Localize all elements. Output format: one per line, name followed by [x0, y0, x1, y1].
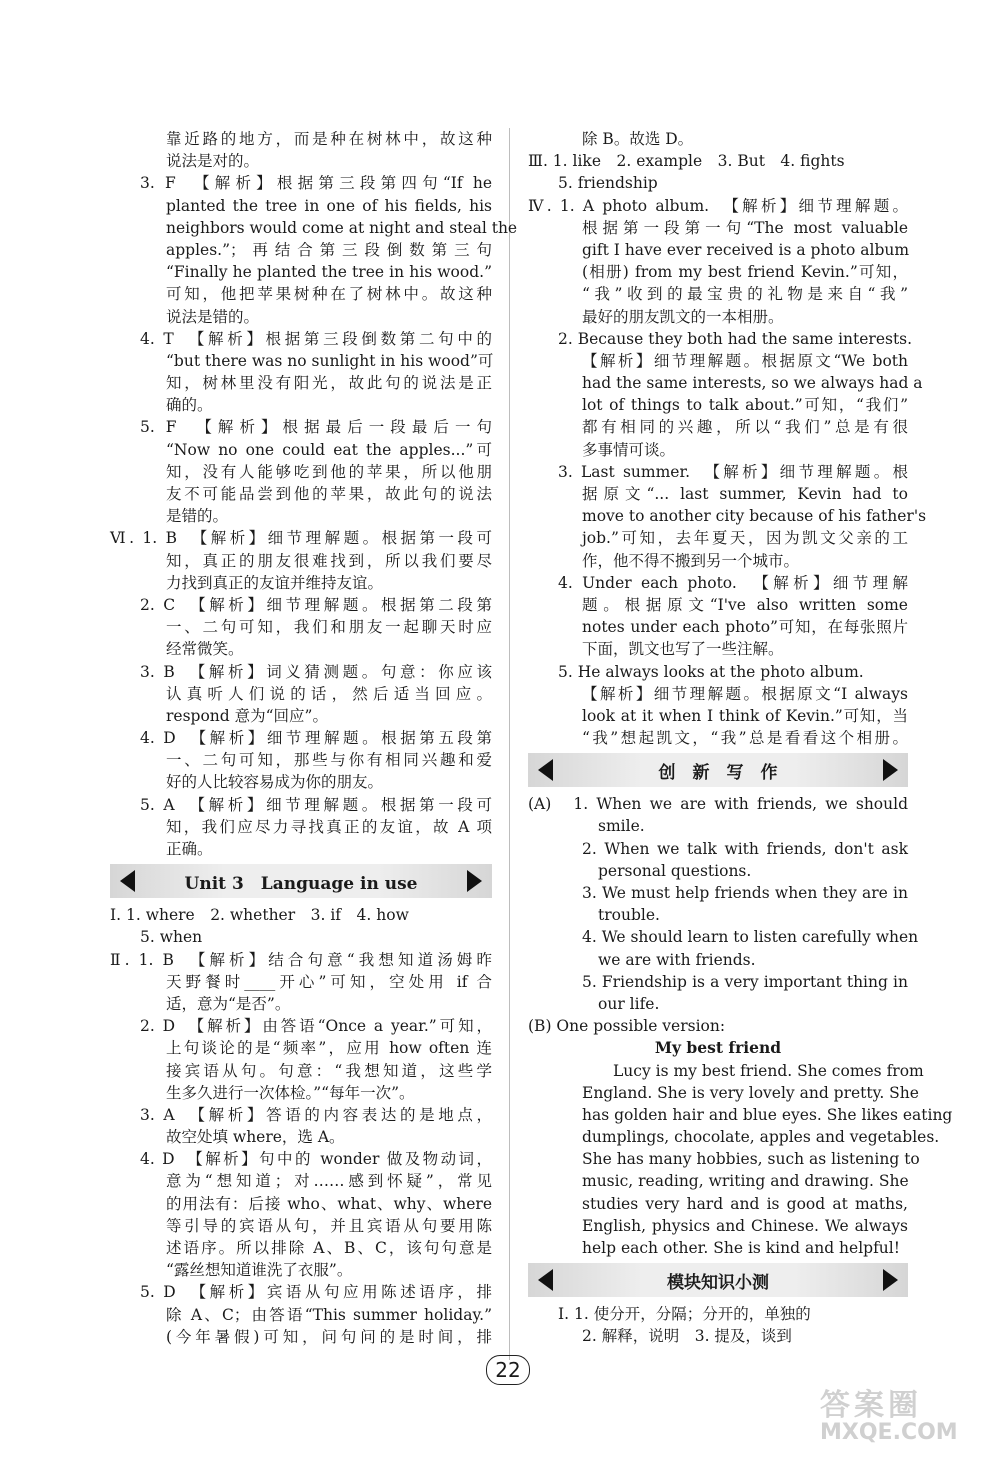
- text-line: we are with friends.: [598, 950, 756, 969]
- text-line: 2. 解释，说明 3. 提及，谈到: [582, 1327, 792, 1346]
- text-line: 5. He always looks at the photo album.: [558, 662, 864, 681]
- text-line: trouble.: [598, 906, 660, 925]
- text-line: 是错的。: [166, 507, 229, 526]
- right-column: [528, 128, 953, 1348]
- text-line: 故空处填 where，选 A。: [166, 1128, 345, 1147]
- section-banner-writing: [528, 753, 908, 787]
- right-arrow-icon: [467, 870, 482, 892]
- text-line: 4. D 【解析】句中的 wonder 做及物动词，: [140, 1150, 492, 1169]
- text-line: neighbors would come at night and steal the: [166, 218, 518, 237]
- text-line: 5. A 【解析】细节理解题。根据第一段可: [140, 795, 492, 814]
- text-line: 【解析】细节理解题。根据原文“We both: [582, 351, 908, 370]
- text-line: 根据第一段第一句“The most valuable: [582, 218, 908, 237]
- text-line: Ⅳ. 1. A photo album. 【解析】细节理解题。: [528, 196, 908, 215]
- text-line: 2. D 【解析】由答语“Once a year.”可知，: [140, 1017, 492, 1036]
- text-line: 都有相同的兴趣，所以“我们”总是有很: [582, 418, 908, 437]
- banner-title: Unit 3 Language in use: [184, 873, 418, 894]
- text-line: 题。根据原文“I've also written some: [582, 595, 908, 614]
- text-line: look at it when I think of Kevin.”可知，当: [582, 706, 908, 725]
- text-line: 确的。: [166, 396, 213, 415]
- text-line: notes under each photo”可知，在每张照片: [582, 618, 908, 637]
- text-line: Lucy is my best friend. She comes from: [582, 1061, 924, 1080]
- text-line: 接宾语从句。句意：“我想知道，这些学: [166, 1061, 492, 1080]
- text-line: 天野餐时____开心”可知，空处用 if 合: [166, 972, 492, 991]
- text-line: 靠近路的地方，而是种在树林中，故这种: [166, 130, 492, 148]
- text-line: gift I have ever received is a photo album: [582, 240, 910, 259]
- text-line: 2. Because they both had the same interests.: [558, 329, 913, 348]
- text-line: 5. D 【解析】宾语从句应用陈述语序，排: [140, 1283, 492, 1302]
- column-divider: [509, 128, 510, 1360]
- text-line: personal questions.: [598, 861, 752, 880]
- essay-body: [528, 1060, 953, 1260]
- text-line: (B) One possible version:: [528, 1017, 726, 1036]
- text-line: 4. D 【解析】细节理解题。根据第五段第: [140, 729, 492, 748]
- text-line: 据原文“... last summer, Kevin had to: [582, 485, 908, 503]
- text-line: lot of things to talk about.”可知，“我们”: [582, 396, 908, 415]
- text-line: apples.”；再结合第三段倒数第三句: [166, 240, 492, 259]
- text-line: 最好的朋友凯文的一本相册。: [582, 307, 784, 326]
- text-line: (今年暑假)可知，问句问的是时间，排: [166, 1327, 492, 1346]
- text-line: 3. A 【解析】答语的内容表达的是地点，: [140, 1105, 492, 1124]
- text-line: had the same interests, so we always had a: [582, 374, 923, 393]
- left-answers-part-1: [110, 128, 518, 860]
- watermark-url: MXQE.COM: [820, 1420, 958, 1445]
- text-line: job.”可知，去年夏天，因为凯文父亲的工: [582, 529, 908, 548]
- text-line: Ⅰ. 1. 使分开，分隔；分开的，单独的: [558, 1305, 811, 1324]
- text-line: (相册) from my best friend Kevin.”可知，: [582, 263, 908, 282]
- text-line: respond 意为“回应”。: [166, 706, 328, 725]
- text-line: 5. F 【解析】根据最后一段最后一句: [140, 418, 492, 437]
- text-line: England. She is very lovely and pretty. She: [582, 1083, 919, 1102]
- text-line: Ⅲ. 1. like 2. example 3. But 4. fights: [528, 152, 845, 171]
- text-line: 的用法有：后接 who、what、why、where: [166, 1194, 492, 1213]
- text-line: “露丝想知道谁洗了衣服”。: [166, 1261, 353, 1280]
- text-line: 3. F 【解析】根据第三段第四句“If he: [140, 174, 492, 193]
- text-line: 5. friendship: [558, 174, 658, 193]
- text-line: 适，意为“是否”。: [166, 994, 291, 1013]
- text-line: 经常微笑。: [166, 640, 244, 659]
- text-line: 除 A、C；由答语“This summer holiday.”: [166, 1305, 492, 1324]
- text-line: 正确。: [166, 840, 213, 858]
- text-line: 3. We must help friends when they are in: [582, 884, 908, 902]
- text-line: our life.: [598, 994, 660, 1013]
- banner-title: 创 新 写 作: [658, 762, 778, 783]
- text-line: help each other. She is kind and helpful!: [582, 1239, 900, 1257]
- text-line: has golden hair and blue eyes. She likes eating: [582, 1105, 953, 1124]
- text-line: 2. C 【解析】细节理解题。根据第二段第: [140, 595, 492, 614]
- right-arrow-icon: [883, 759, 898, 781]
- text-line: 作，他不得不搬到另一个城市。: [582, 551, 800, 570]
- text-line: 知，真正的朋友很难找到，所以我们要尽: [166, 551, 492, 570]
- left-arrow-icon: [538, 759, 553, 781]
- text-line: 多事情可谈。: [582, 440, 676, 459]
- text-line: 除 B。故选 D。: [582, 130, 694, 148]
- left-column: [110, 128, 518, 1348]
- text-line: “我”收到的最宝贵的礼物是来自“我”: [582, 285, 908, 304]
- right-arrow-icon: [883, 1269, 898, 1291]
- text-line: 力找到真正的友谊并维持友谊。: [166, 573, 384, 592]
- text-line: 4. We should learn to listen carefully when: [582, 928, 919, 947]
- text-line: (A) 1. When we are with friends, we should: [528, 795, 908, 814]
- text-line: “Finally he planted the tree in his wood.”: [166, 263, 492, 282]
- section-banner-quiz: [528, 1263, 908, 1297]
- text-line: Ⅱ. 1. B 【解析】结合句意“我想知道汤姆昨: [110, 950, 492, 969]
- text-line: 知，没有人能够吃到他的苹果，所以他朋: [166, 462, 492, 481]
- text-line: 知，我们应尽力寻找真正的友谊，故 A 项: [166, 817, 492, 836]
- text-line: 可知，他把苹果树种在了树林中。故这种: [166, 285, 492, 304]
- right-answers-part-1: [528, 128, 927, 749]
- text-line: 生多久进行一次体检。”“每年一次”。: [166, 1083, 415, 1102]
- page-number: 22: [486, 1355, 530, 1385]
- text-line: 说法是错的。: [166, 307, 260, 326]
- text-line: Ⅵ. 1. B 【解析】细节理解题。根据第一段可: [110, 529, 492, 548]
- section-banner-unit3: [110, 864, 492, 898]
- quiz-answers: [528, 1303, 908, 1347]
- text-line: She has many hobbies, such as listening to: [582, 1150, 920, 1169]
- text-line: “我”想起凯文，“我”总是看看这个相册。: [582, 729, 908, 748]
- essay-title: My best friend: [654, 1038, 782, 1058]
- text-line: move to another city because of his father's: [582, 507, 927, 526]
- text-line: English, physics and Chinese. We always: [582, 1216, 908, 1235]
- watermark-logo-text: 答案圈: [820, 1388, 922, 1423]
- text-line: 下面，凯文也写了一些注解。: [582, 640, 784, 659]
- text-line: 3. B 【解析】词义猜测题。句意：你应该: [140, 662, 492, 681]
- text-line: 述语序。所以排除 A、B、C，该句句意是: [166, 1239, 492, 1257]
- text-line: 说法是对的。: [166, 152, 260, 171]
- text-line: 一、二句可知，我们和朋友一起聊天时应: [166, 618, 492, 637]
- text-line: smile.: [598, 817, 645, 836]
- text-line: music, reading, writing and drawing. She: [582, 1172, 909, 1191]
- text-line: 2. When we talk with friends, don't ask: [582, 839, 908, 858]
- text-line: dumplings, chocolate, apples and vegetables.: [582, 1128, 940, 1147]
- text-line: 上句谈论的是“频率”，应用 how often 连: [166, 1039, 492, 1058]
- site-watermark: [820, 1380, 995, 1450]
- text-line: “Now no one could eat the apples...”可: [166, 440, 492, 459]
- text-line: 4. Under each photo. 【解析】细节理解: [558, 573, 908, 592]
- banner-title: 模块知识小测: [667, 1272, 769, 1293]
- left-answers-part-2: [110, 904, 492, 1348]
- text-line: studies very hard and is good at maths,: [582, 1194, 908, 1213]
- text-line: “but there was no sunlight in his wood”可: [166, 351, 494, 370]
- text-line: 等引导的宾语从句，并且宾语从句要用陈: [166, 1216, 492, 1235]
- text-line: 一、二句可知，那些与你有相同兴趣和爱: [166, 751, 492, 770]
- text-line: 3. Last summer. 【解析】细节理解题。根: [558, 462, 908, 481]
- writing-answers: [528, 793, 919, 1037]
- text-line: Ⅰ. 1. where 2. whether 3. if 4. how: [110, 906, 409, 925]
- text-line: 【解析】细节理解题。根据原文“I always: [582, 684, 908, 703]
- text-line: 认真听人们说的话，然后适当回应。: [166, 684, 492, 703]
- text-line: 5. when: [140, 928, 203, 947]
- text-line: 友不可能品尝到他的苹果，故此句的说法: [166, 485, 492, 503]
- left-arrow-icon: [538, 1269, 553, 1291]
- left-arrow-icon: [120, 870, 135, 892]
- text-line: 4. T 【解析】根据第三段倒数第二句中的: [140, 329, 492, 348]
- text-line: planted the tree in one of his fields, his: [166, 196, 492, 215]
- text-line: 5. Friendship is a very important thing in: [582, 972, 908, 991]
- text-line: 意为“想知道；对……感到怀疑”，常见: [166, 1172, 492, 1191]
- text-line: 知，树林里没有阳光，故此句的说法是正: [166, 374, 492, 393]
- text-line: 好的人比较容易成为你的朋友。: [166, 773, 384, 792]
